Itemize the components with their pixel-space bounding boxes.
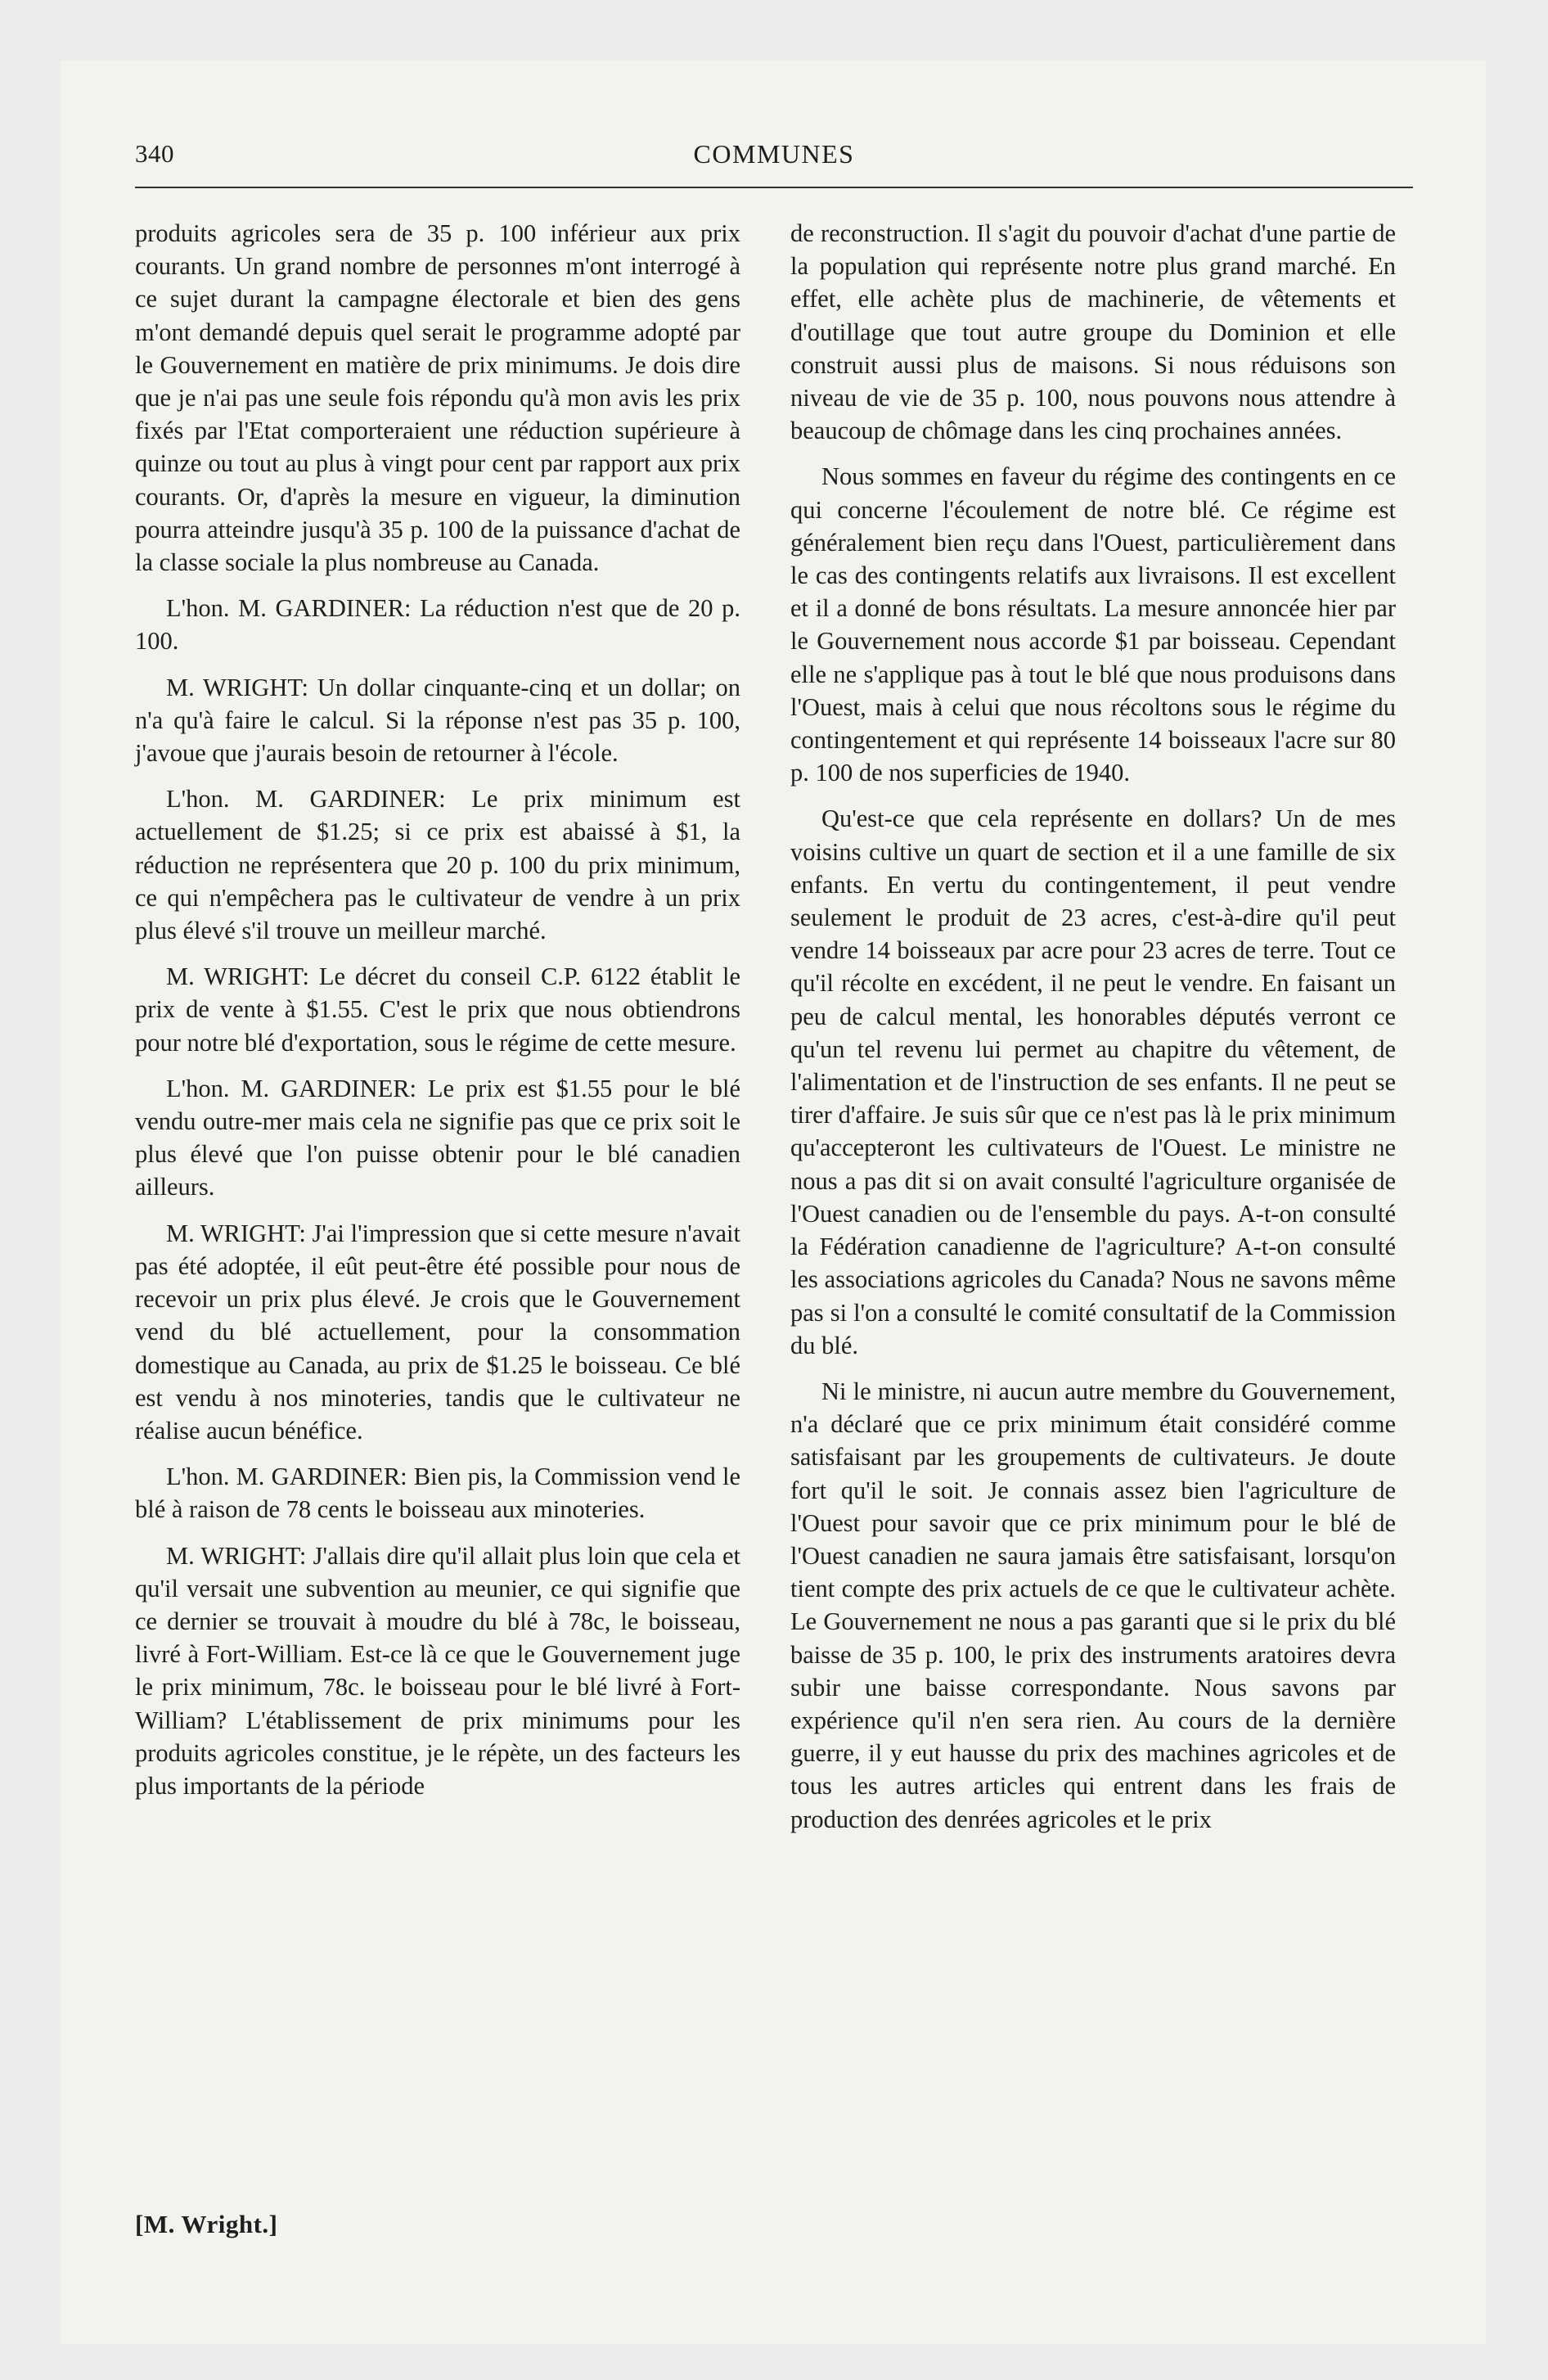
page-number: 340 bbox=[135, 139, 174, 168]
paragraph: produits agricoles sera de 35 p. 100 inférieur aux prix courants. Un grand nombre de personnes m'ont interrogé à ce sujet durant la campagne électorale et bien des gens m'ont demandé depuis quel serait le programme adopté par le Gouvernement en matière de prix minimums. Je dois dire que je n'ai pas une seule fois répondu qu'à mon avis les prix fixés par l'Etat comporteraient une réduction supérieure à quinze ou tout au plus à vingt pour cent par rapport aux prix courants. Or, d'après la mesure en vigueur, la diminution pourra atteindre jusqu'à 35 p. 100 de la puissance d'achat de la classe sociale la plus nombreuse au Canada. bbox=[135, 219, 740, 577]
paragraph: M. WRIGHT: J'ai l'impression que si cette mesure n'avait pas été adoptée, il eût peut-être été possible pour nous de recevoir un prix plus élevé. Je crois que le Gouvernement vend du blé actuellement, pour la consommation domestique au Canada, au prix de $1.25 le boisseau. Ce blé est vendu à nos minoteries, tandis que le cultivateur ne réalise aucun bénéfice. bbox=[135, 1219, 740, 1445]
paragraph: M. WRIGHT: Un dollar cinquante-cinq et un dollar; on n'a qu'à faire le calcul. Si la réponse n'est pas 35 p. 100, j'avoue que j'aurais besoin de retourner à l'école. bbox=[135, 673, 740, 768]
running-title: COMMUNES bbox=[693, 139, 855, 169]
paragraph: L'hon. M. GARDINER: Le prix minimum est actuellement de $1.25; si ce prix est abaissé à $1, la réduction ne représentera que 20 p. 100 du prix minimum, ce qui n'empêchera pas le cultivateur de vendre à un prix plus élevé s'il trouve un meilleur marché. bbox=[135, 785, 740, 945]
left-column bbox=[135, 217, 740, 1815]
paragraph: de reconstruction. Il s'agit du pouvoir d'achat d'une partie de la population qui représente notre plus grand marché. En effet, elle achète plus de machinerie, de vêtements et d'outillage que tout autre groupe du Dominion et elle construit aussi plus de maisons. Si nous réduisons son niveau de vie de 35 p. 100, nous pouvons nous attendre à beaucoup de chômage dans les cinq prochaines années. bbox=[790, 219, 1396, 445]
paragraph: M. WRIGHT: Le décret du conseil C.P. 6122 établit le prix de vente à $1.55. C'est le prix que nous obtiendrons pour notre blé d'exportation, sous le régime de cette mesure. bbox=[135, 962, 740, 1057]
header-rule bbox=[135, 187, 1413, 188]
paragraph: Nous sommes en faveur du régime des contingents en ce qui concerne l'écoulement de notre blé. Ce régime est généralement bien reçu dans l'Ouest, particulièrement dans le cas des contingents relatifs aux livraisons. Il est excellent et il a donné de bons résultats. La mesure annoncée hier par le Gouvernement nous accorde $1 par boisseau. Cependant elle ne s'applique pas à tout le blé que nous produisons dans l'Ouest, mais à celui que nous récoltons sous le régime du contingentement et qui représente 14 boisseaux l'acre sur 80 p. 100 de nos superficies de 1940. bbox=[790, 462, 1396, 787]
paragraph: M. WRIGHT: J'allais dire qu'il allait plus loin que cela et qu'il versait une subvention au meunier, ce qui signifie que ce dernier se trouvait à moudre du blé à 78c, le boisseau, livré à Fort-William. Est-ce là ce que le Gouvernement juge le prix minimum, 78c. le boisseau pour le blé livré à Fort-William? L'établissement de prix minimums pour les produits agricoles constitue, je le répète, un des facteurs les plus importants de la période bbox=[135, 1541, 740, 1800]
right-column bbox=[790, 217, 1396, 1849]
paragraph: L'hon. M. GARDINER: La réduction n'est que de 20 p. 100. bbox=[135, 594, 740, 656]
page-header bbox=[135, 137, 1413, 175]
paragraph: L'hon. M. GARDINER: Bien pis, la Commission vend le blé à raison de 78 cents le boisseau aux minoteries. bbox=[135, 1463, 740, 1524]
paragraph: Qu'est-ce que cela représente en dollars? Un de mes voisins cultive un quart de section et il a une famille de six enfants. En vertu du contingentement, il peut vendre seulement le produit de 23 acres, c'est-à-dire qu'il peut vendre 14 boisseaux par acre pour 23 acres de terre. Tout ce qu'il récolte en excédent, il ne peut le vendre. En faisant un peu de calcul mental, les honorables députés verront ce qu'un tel revenu lui permet au chapitre du vêtement, de l'alimentation et de l'instruction de ses enfants. Il ne peut se tirer d'affaire. Je suis sûr que ce n'est pas là le prix minimum qu'accepteront les cultivateurs de l'Ouest. Le ministre ne nous a pas dit si on avait consulté l'agriculture organisée de l'Ouest canadien ou de l'ensemble du pays. A-t-on consulté la Fédération canadienne de l'agriculture? A-t-on consulté les associations agricoles du Canada? Nous ne savons même pas si l'on a consulté le comité consultatif de la Commission du blé. bbox=[790, 805, 1396, 1359]
speaker-footer: [M. Wright.] bbox=[135, 2210, 278, 2238]
paragraph: L'hon. M. GARDINER: Le prix est $1.55 pour le blé vendu outre-mer mais cela ne signifie pas que ce prix soit le plus élevé que l'on puisse obtenir pour le blé canadien ailleurs. bbox=[135, 1074, 740, 1201]
paragraph: Ni le ministre, ni aucun autre membre du Gouvernement, n'a déclaré que ce prix minimum était considéré comme satisfaisant par les groupements de cultivateurs. Je doute fort qu'il le soit. Je connais assez bien l'agriculture de l'Ouest pour savoir que ce prix minimum pour le blé de l'Ouest canadien ne saura jamais être satisfaisant, lorsqu'on tient compte des prix actuels de ce que le cultivateur achète. Le Gouvernement ne nous a pas garanti que si le prix du blé baisse de 35 p. 100, le prix des instruments aratoires devra subir une baisse correspondante. Nous savons par expérience qu'il n'en sera rien. Au cours de la dernière guerre, il y eut hausse du prix des machines agricoles et de tous les autres articles qui entrent dans les frais de production des denrées agricoles et le prix bbox=[790, 1377, 1396, 1833]
